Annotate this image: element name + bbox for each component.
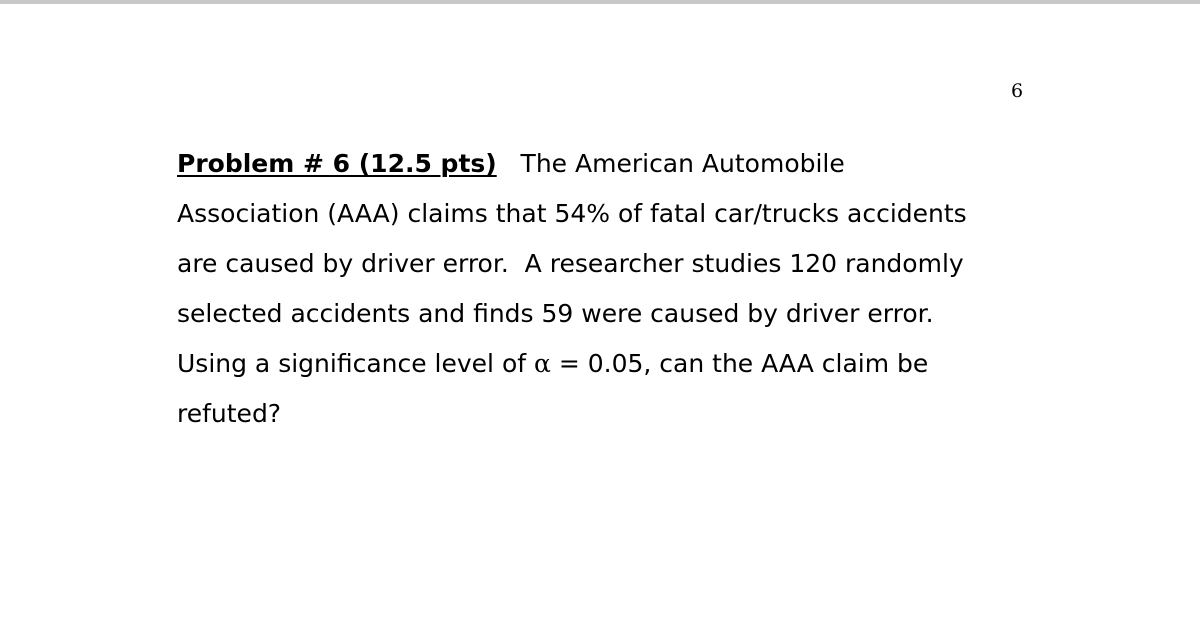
problem-line-1-text: The American Automobile [496, 149, 845, 178]
problem-line-5 [177, 339, 1077, 389]
problem-line-1 [177, 139, 1077, 189]
problem-line-5-start: Using a significance level of [177, 349, 534, 378]
problem-line-4: selected accidents and finds 59 were caused by driver error. [177, 299, 934, 328]
page-number: 6 [1011, 80, 1024, 102]
problem-line-3: are caused by driver error. A researcher studies 120 randomly [177, 249, 964, 278]
problem-line-6: refuted? [177, 399, 282, 428]
alpha-symbol: α [534, 349, 551, 378]
problem-heading: Problem # 6 (12.5 pts) [177, 149, 497, 178]
problem-line-2: Association (AAA) claims that 54% of fatal car/trucks accidents [177, 199, 967, 228]
problem-statement [177, 139, 1077, 439]
problem-line-5-end: = 0.05, can the AAA claim be [550, 349, 929, 378]
